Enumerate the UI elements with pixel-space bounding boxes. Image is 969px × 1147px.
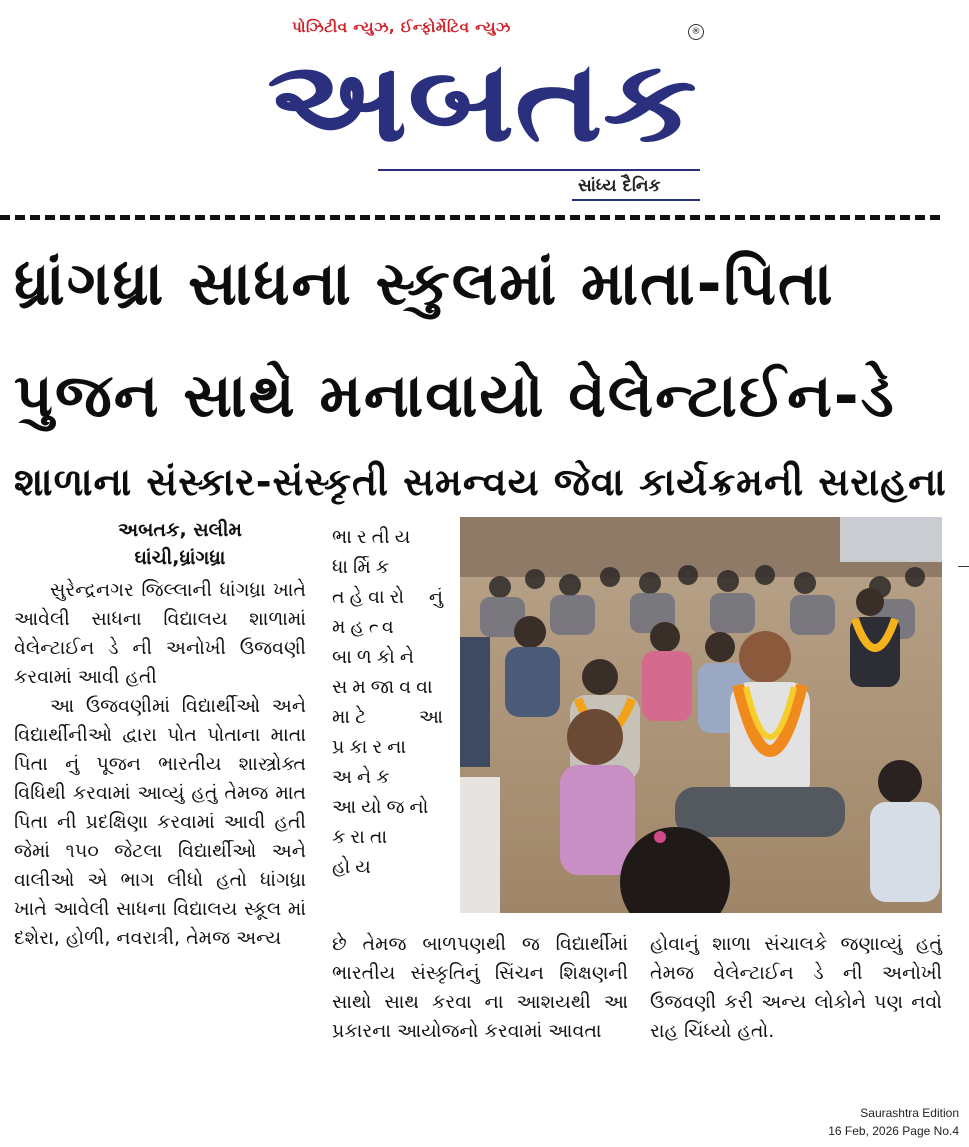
masthead-tagline: પોઝિટીવ ન્યુઝ, ઈન્ફોર્મેટિવ ન્યુઝ bbox=[292, 18, 511, 36]
subtitle-underline bbox=[572, 199, 700, 201]
edition-info bbox=[828, 1104, 959, 1140]
article-column-2-top: ભારતીય ધાર્મિક તહેવારો નું મહત્વ બાળકોને સમજાવવા માટે આ પ્રકારના અનેક આયોજનો કરાતા હોય bbox=[332, 526, 448, 878]
article-column-3: હોવાનું શાળા સંચાલકે જણાવ્યું હતું તેમજ વેલેન્ટાઈન ડે ની અનોખી ઉજવણી કરી અન્ય લોકોને પણ નવો રાહ ચિંધ્યો હતો. bbox=[650, 933, 942, 1042]
byline bbox=[60, 516, 300, 572]
registered-mark: ® bbox=[688, 24, 704, 40]
logo-underline bbox=[378, 169, 700, 171]
headline-line-1: ધ્રાંગધ્રા સાધના સ્કુલમાં માતા-પિતા bbox=[14, 249, 835, 319]
subheadline: શાળાના સંસ્કાર-સંસ્કૃતી સમન્વય જેવા કાર્યક્રમની સરાહના bbox=[14, 460, 947, 504]
edition-date-page: 16 Feb, 2026 Page No.4 bbox=[828, 1124, 959, 1138]
article-column-1 bbox=[14, 576, 306, 953]
header-divider bbox=[0, 215, 940, 220]
event-photo bbox=[460, 517, 942, 913]
paragraph-1: સુરેન્દ્રનગર જિલ્લાની ધાંગધ્રા ખાતે આવેલી સાધના વિદ્યાલય શાળામાં વેલેન્ટાઈન ડે ની અનોખી ઉજવણી કરવામાં આવી હતી bbox=[14, 579, 306, 688]
newspaper-logo bbox=[262, 40, 702, 155]
byline-location: ઘાંચી,ધ્રાંગધ્રા bbox=[134, 547, 226, 569]
byline-name: અબતક, સલીમ bbox=[118, 519, 242, 541]
masthead-subtitle: સાંધ્ય દૈનિક bbox=[578, 176, 661, 196]
headline-line-2: પુજન સાથે મનાવાયો વેલેન્ટાઈન-ડે bbox=[14, 361, 896, 431]
margin-mark bbox=[958, 566, 969, 567]
logo-text: અબતક bbox=[267, 40, 697, 155]
paragraph-2: આ ઉજવણીમાં વિદ્યાર્થીઓ અને વિદ્યાર્થીનીઓ દ્વારા પોત પોતાના માતા પિતા નું પૂજન ભારતીય શાસ્ત્રોક્ત વિધિથી કરવામાં આવ્યું હતું તેમજ માત પિતા ની પ્રદક્ષિણા કરવામાં આવી હતી જેમાં ૧૫૦ જેટલા વિદ્યાર્થીઓ અને વાલીઓ એ ભાગ લીધો હતો ધાંગધ્રા ખાતે આવેલી સાધના વિદ્યાલય સ્કૂલ માં દશેરા, હોળી, નવરાત્રી, તેમજ અન્ય bbox=[14, 695, 306, 949]
edition-name: Saurashtra Edition bbox=[860, 1106, 959, 1120]
article-column-2-bottom: છે તેમજ બાળપણથી જ વિદ્યાર્થીમાં ભારતીય સંસ્કૃતિનું સિંચન શિક્ષણની સાથો સાથ કરવા ના આશયથી આ પ્રકારના આયોજનો કરવામાં આવતા bbox=[332, 933, 628, 1042]
